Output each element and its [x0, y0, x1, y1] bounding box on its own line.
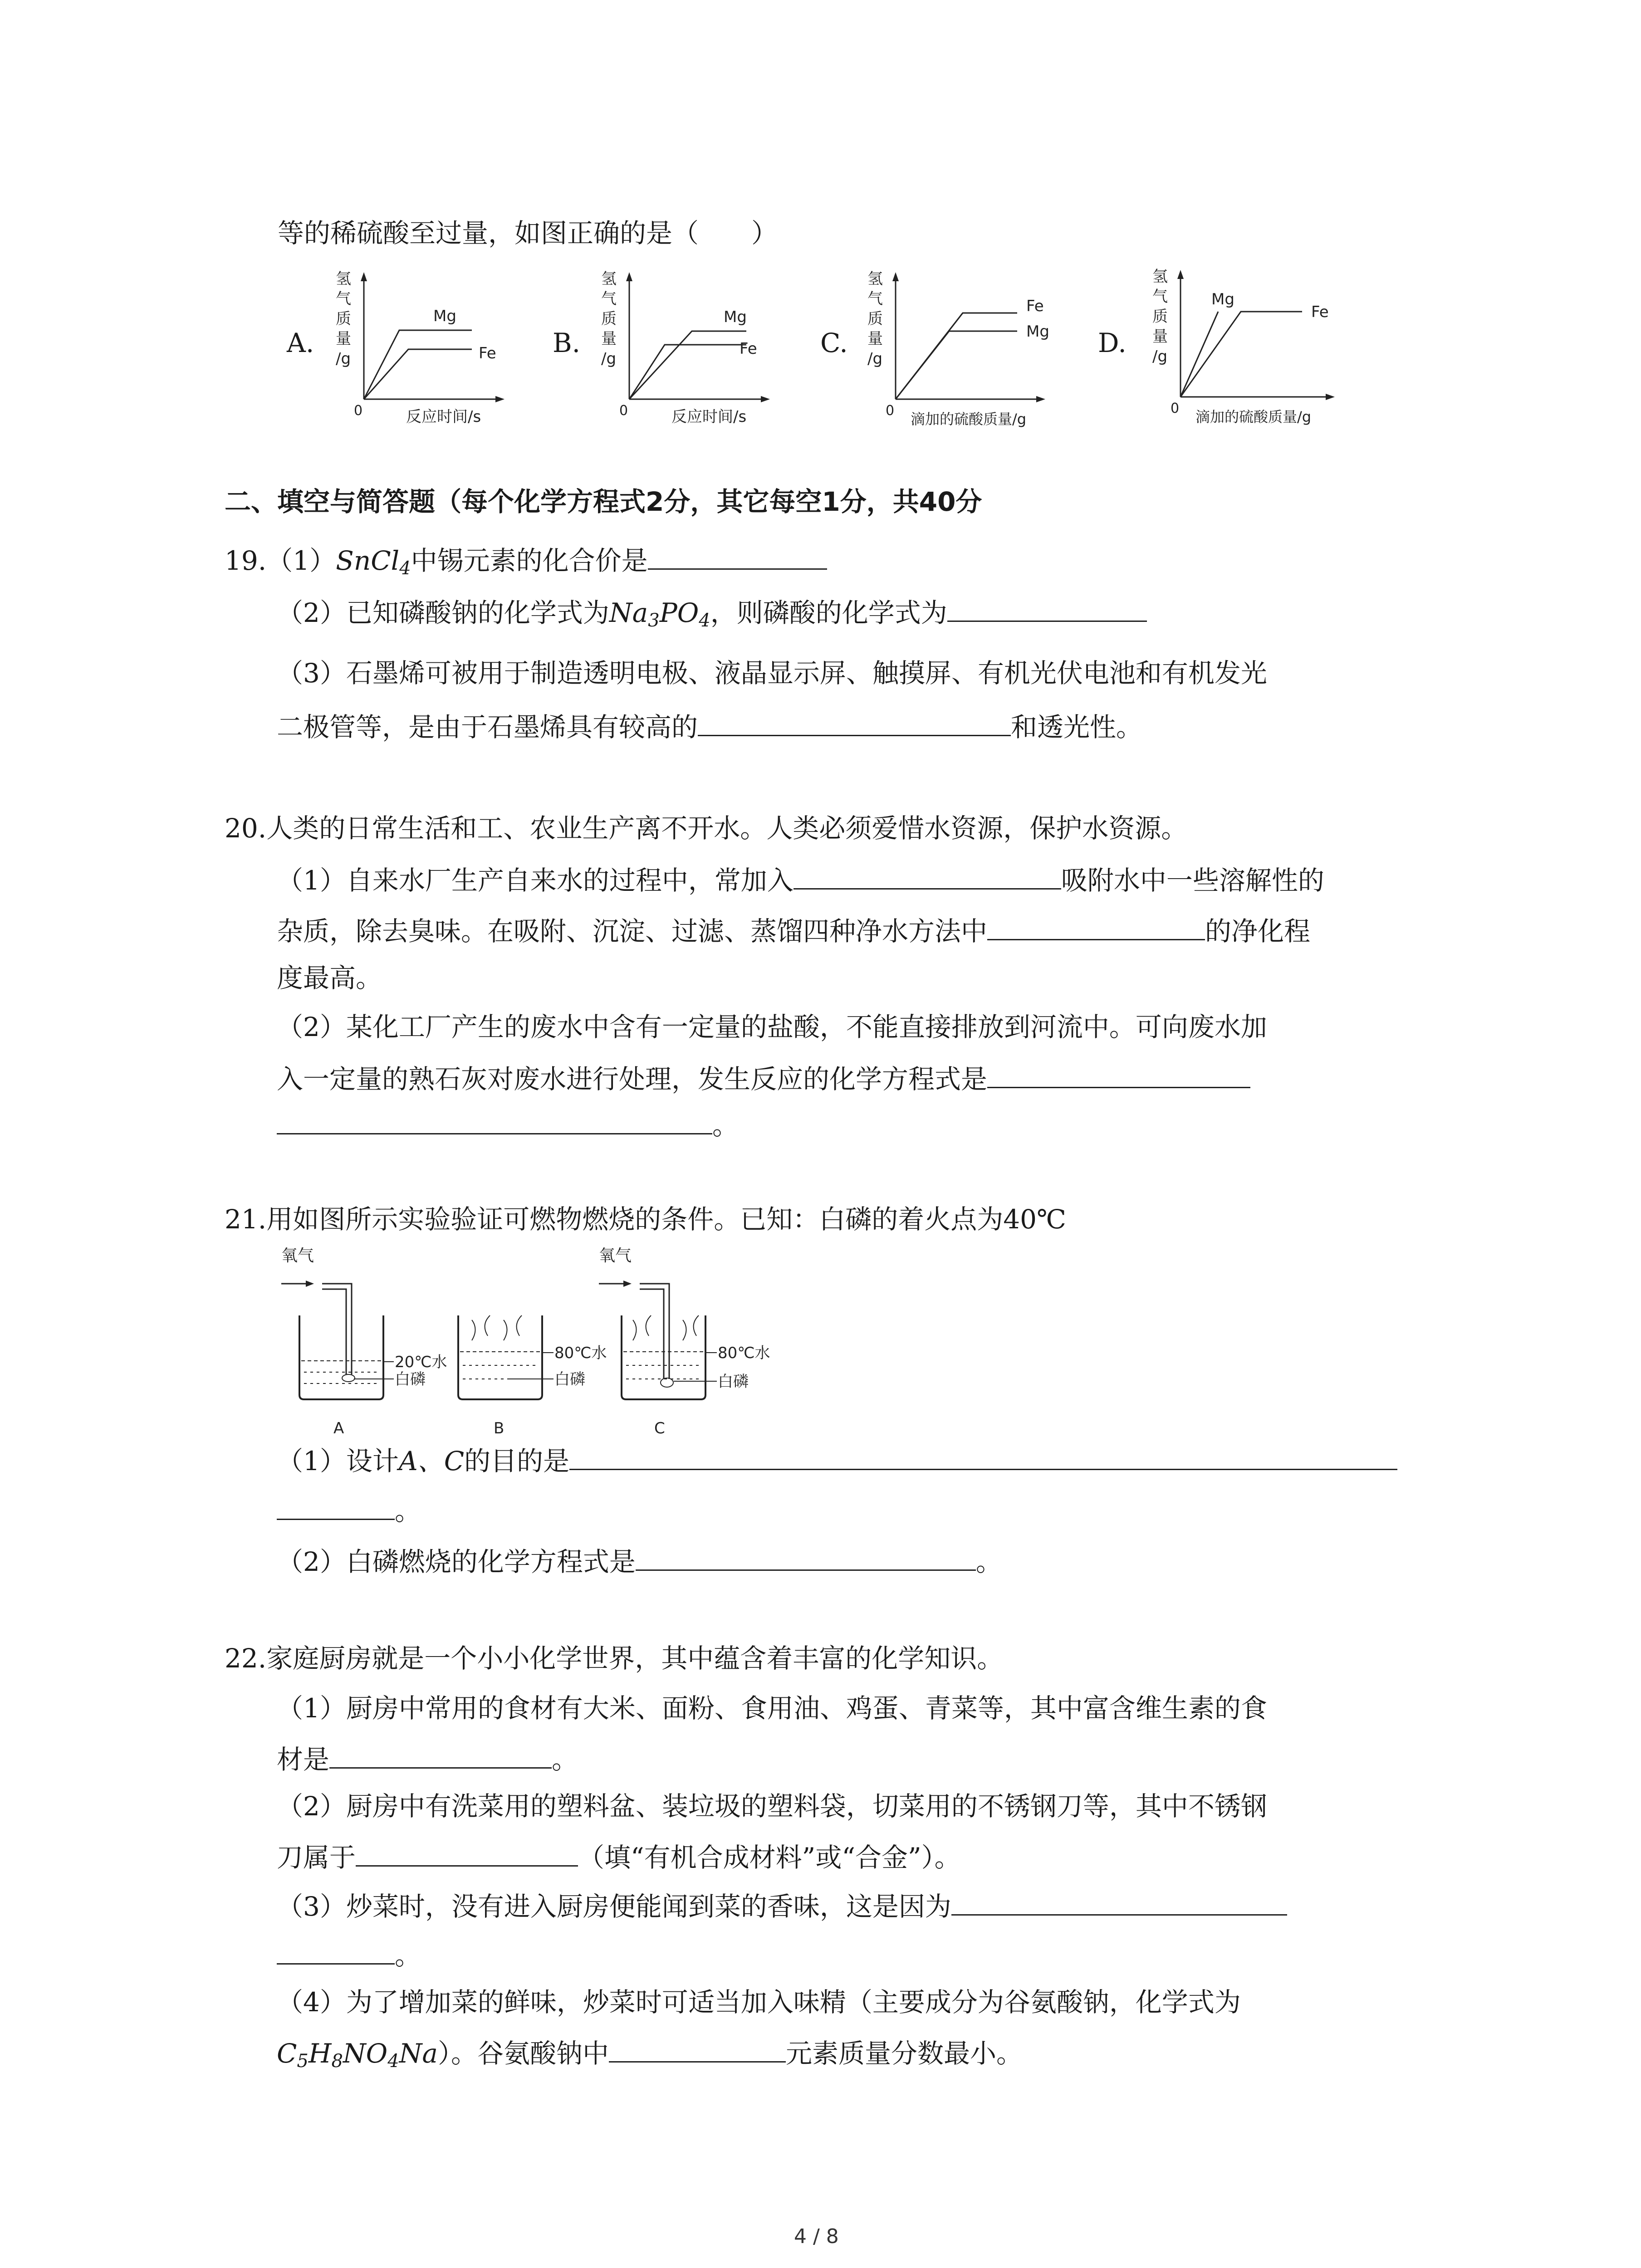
q21-p2: （2）白磷燃烧的化学方程式是 。 [277, 1543, 1002, 1578]
svg-text:量: 量 [336, 330, 351, 348]
beaker-b [458, 1315, 607, 1437]
answer-blank[interactable] [609, 2035, 786, 2063]
svg-text:A: A [333, 1419, 344, 1437]
svg-text:白磷: 白磷 [554, 1370, 585, 1388]
svg-text:Mg: Mg [724, 308, 747, 326]
q22-number: 22. [225, 1643, 267, 1674]
combustion-apparatus-figure [272, 1243, 808, 1442]
answer-blank[interactable] [329, 1741, 552, 1769]
svg-text:反应时间/s: 反应时间/s [406, 408, 481, 426]
q22-p3-line1: （3）炒菜时，没有进入厨房便能闻到菜的香味，这是因为 [277, 1888, 1287, 1923]
q21-p1-line1: （1）设计A、C的目的是 [277, 1442, 1397, 1477]
q19-line3: （3）石墨烯可被用于制造透明电极、液晶显示屏、触摸屏、有机光伏电池和有机发光 [277, 658, 1267, 689]
answer-blank[interactable] [277, 1107, 712, 1134]
svg-text:量: 量 [601, 330, 617, 348]
q20-p2-line2: 入一定量的熟石灰对废水进行处理，发生反应的化学方程式是 [277, 1061, 1250, 1095]
svg-text:氢: 氢 [1152, 268, 1168, 286]
answer-blank[interactable] [636, 1543, 976, 1571]
option-a-graph [336, 263, 526, 435]
svg-text:量: 量 [867, 330, 883, 348]
svg-text:氧气: 氧气 [599, 1246, 632, 1265]
svg-text:B: B [494, 1419, 505, 1437]
q20-number: 20. [225, 813, 267, 844]
q18-stem-tail: 等的稀硫酸至过量，如图正确的是（ ） [278, 218, 778, 249]
q19-line4: 二极管等，是由于石墨烯具有较高的 和透光性。 [277, 709, 1142, 743]
svg-text:Fe: Fe [1311, 303, 1329, 321]
svg-text:Mg: Mg [1211, 290, 1234, 308]
svg-text:Fe: Fe [479, 344, 496, 362]
option-b-graph [601, 263, 792, 435]
q22-p2-line1: （2）厨房中有洗菜用的塑料盆、装垃圾的塑料袋，切菜用的不锈钢刀等，其中不锈钢 [277, 1791, 1267, 1822]
curve-lower [364, 349, 472, 399]
q20-p1-line3: 度最高。 [277, 963, 382, 993]
svg-text:Mg: Mg [433, 307, 456, 325]
answer-blank[interactable] [277, 1492, 395, 1520]
svg-text:质: 质 [336, 310, 351, 328]
q20-p1-line1: （1）自来水厂生产自来水的过程中，常加入 吸附水中一些溶解性的 [277, 862, 1324, 897]
q21-stem: 21.用如图所示实验验证可燃物燃烧的条件。已知：白磷的着火点为40℃ [225, 1204, 1066, 1235]
q22-stem: 22.家庭厨房就是一个小小化学世界，其中蕴含着丰富的化学知识。 [225, 1643, 1004, 1674]
q20-p2-line1: （2）某化工厂产生的废水中含有一定量的盐酸，不能直接排放到河流中。可向废水加 [277, 1012, 1267, 1042]
option-a-label: A. [287, 327, 314, 358]
q19-number: 19. [225, 545, 267, 576]
svg-text:/g: /g [601, 350, 617, 368]
q22-p2-line2: 刀属于 （填“有机合成材料”或“合金”）。 [277, 1839, 961, 1874]
q22-p3-line2: 。 [277, 1937, 421, 1972]
svg-text:/g: /g [1152, 347, 1168, 366]
svg-text:80℃水: 80℃水 [554, 1344, 607, 1362]
svg-text:白磷: 白磷 [718, 1373, 749, 1391]
svg-text:氧气: 氧气 [281, 1246, 314, 1265]
section-heading: 二、填空与简答题（每个化学方程式2分，其它每空1分，共40分 [225, 486, 982, 517]
svg-text:滴加的硫酸质量/g: 滴加的硫酸质量/g [911, 411, 1027, 428]
option-b-label: B. [553, 327, 581, 358]
answer-blank[interactable] [987, 913, 1205, 940]
svg-text:质: 质 [601, 310, 617, 328]
q22-p1-line1: （1）厨房中常用的食材有大米、面粉、食用油、鸡蛋、青菜等，其中富含维生素的食 [277, 1693, 1267, 1724]
svg-text:气: 气 [867, 290, 883, 308]
answer-blank[interactable] [569, 1442, 1397, 1470]
q21-p1-line2: 。 [277, 1492, 421, 1527]
svg-text:20℃水: 20℃水 [395, 1353, 447, 1371]
svg-text:Fe: Fe [1026, 297, 1044, 315]
q22-p1-line2: 材是 。 [277, 1741, 578, 1776]
answer-blank[interactable] [648, 542, 827, 570]
q20-stem: 20.人类的日常生活和工、农业生产离不开水。人类必须爱惜水资源，保护水资源。 [225, 813, 1188, 844]
svg-text:量: 量 [1152, 327, 1168, 346]
q20-p1-line2: 杂质，除去臭味。在吸附、沉淀、过滤、蒸馏四种净水方法中 的净化程 [277, 913, 1310, 948]
q22-p4-line1: （4）为了增加菜的鲜味，炒菜时可适当加入味精（主要成分为谷氨酸钠，化学式为 [277, 1987, 1241, 2018]
svg-text:C: C [654, 1419, 665, 1437]
svg-text:0: 0 [1171, 401, 1180, 416]
svg-text:/g: /g [867, 350, 883, 368]
svg-text:氢: 氢 [867, 270, 883, 288]
svg-text:氢: 氢 [601, 270, 617, 288]
svg-text:反应时间/s: 反应时间/s [671, 408, 747, 426]
svg-text:气: 气 [1152, 288, 1168, 306]
answer-blank[interactable] [947, 594, 1147, 622]
option-c-graph [867, 263, 1067, 435]
beaker-c [599, 1246, 770, 1437]
svg-text:Mg: Mg [1026, 323, 1049, 341]
curve-upper [364, 330, 472, 399]
q19-line2: （2）已知磷酸钠的化学式为$Na_3PO_4$，则磷酸的化学式为 [277, 594, 1147, 637]
svg-text:气: 气 [601, 290, 617, 308]
q19-line1: 19.（1）SnCl$_4$中锡元素的化合价是 [225, 542, 827, 585]
beaker-a [281, 1246, 447, 1437]
answer-blank[interactable] [277, 1937, 395, 1965]
svg-text:0: 0 [354, 403, 363, 419]
svg-text:/g: /g [336, 350, 351, 368]
q22-p4-line2: $C_5H_8NO_4Na$）。谷氨酸钠中 元素质量分数最小。 [277, 2035, 1023, 2077]
q21-number: 21. [225, 1204, 267, 1235]
q20-p2-line3: 。 [277, 1107, 739, 1142]
answer-blank[interactable] [951, 1888, 1287, 1916]
answer-blank[interactable] [794, 862, 1061, 890]
svg-text:氢: 氢 [336, 270, 351, 288]
svg-text:滴加的硫酸质量/g: 滴加的硫酸质量/g [1195, 408, 1312, 425]
svg-text:气: 气 [336, 290, 351, 308]
svg-text:0: 0 [619, 403, 628, 419]
y-axis-label [336, 270, 351, 368]
answer-blank[interactable] [698, 709, 1011, 736]
page-number: 4 / 8 [794, 2225, 839, 2248]
answer-blank[interactable] [356, 1839, 578, 1867]
svg-text:0: 0 [886, 403, 895, 419]
answer-blank[interactable] [987, 1061, 1250, 1088]
option-d-label: D. [1098, 327, 1127, 358]
svg-text:质: 质 [1152, 308, 1168, 326]
svg-text:质: 质 [867, 310, 883, 328]
option-c-label: C. [820, 327, 848, 358]
svg-text:80℃水: 80℃水 [718, 1344, 770, 1362]
option-d-graph [1152, 261, 1361, 433]
svg-text:白磷: 白磷 [395, 1370, 426, 1388]
svg-text:Fe: Fe [740, 340, 757, 358]
